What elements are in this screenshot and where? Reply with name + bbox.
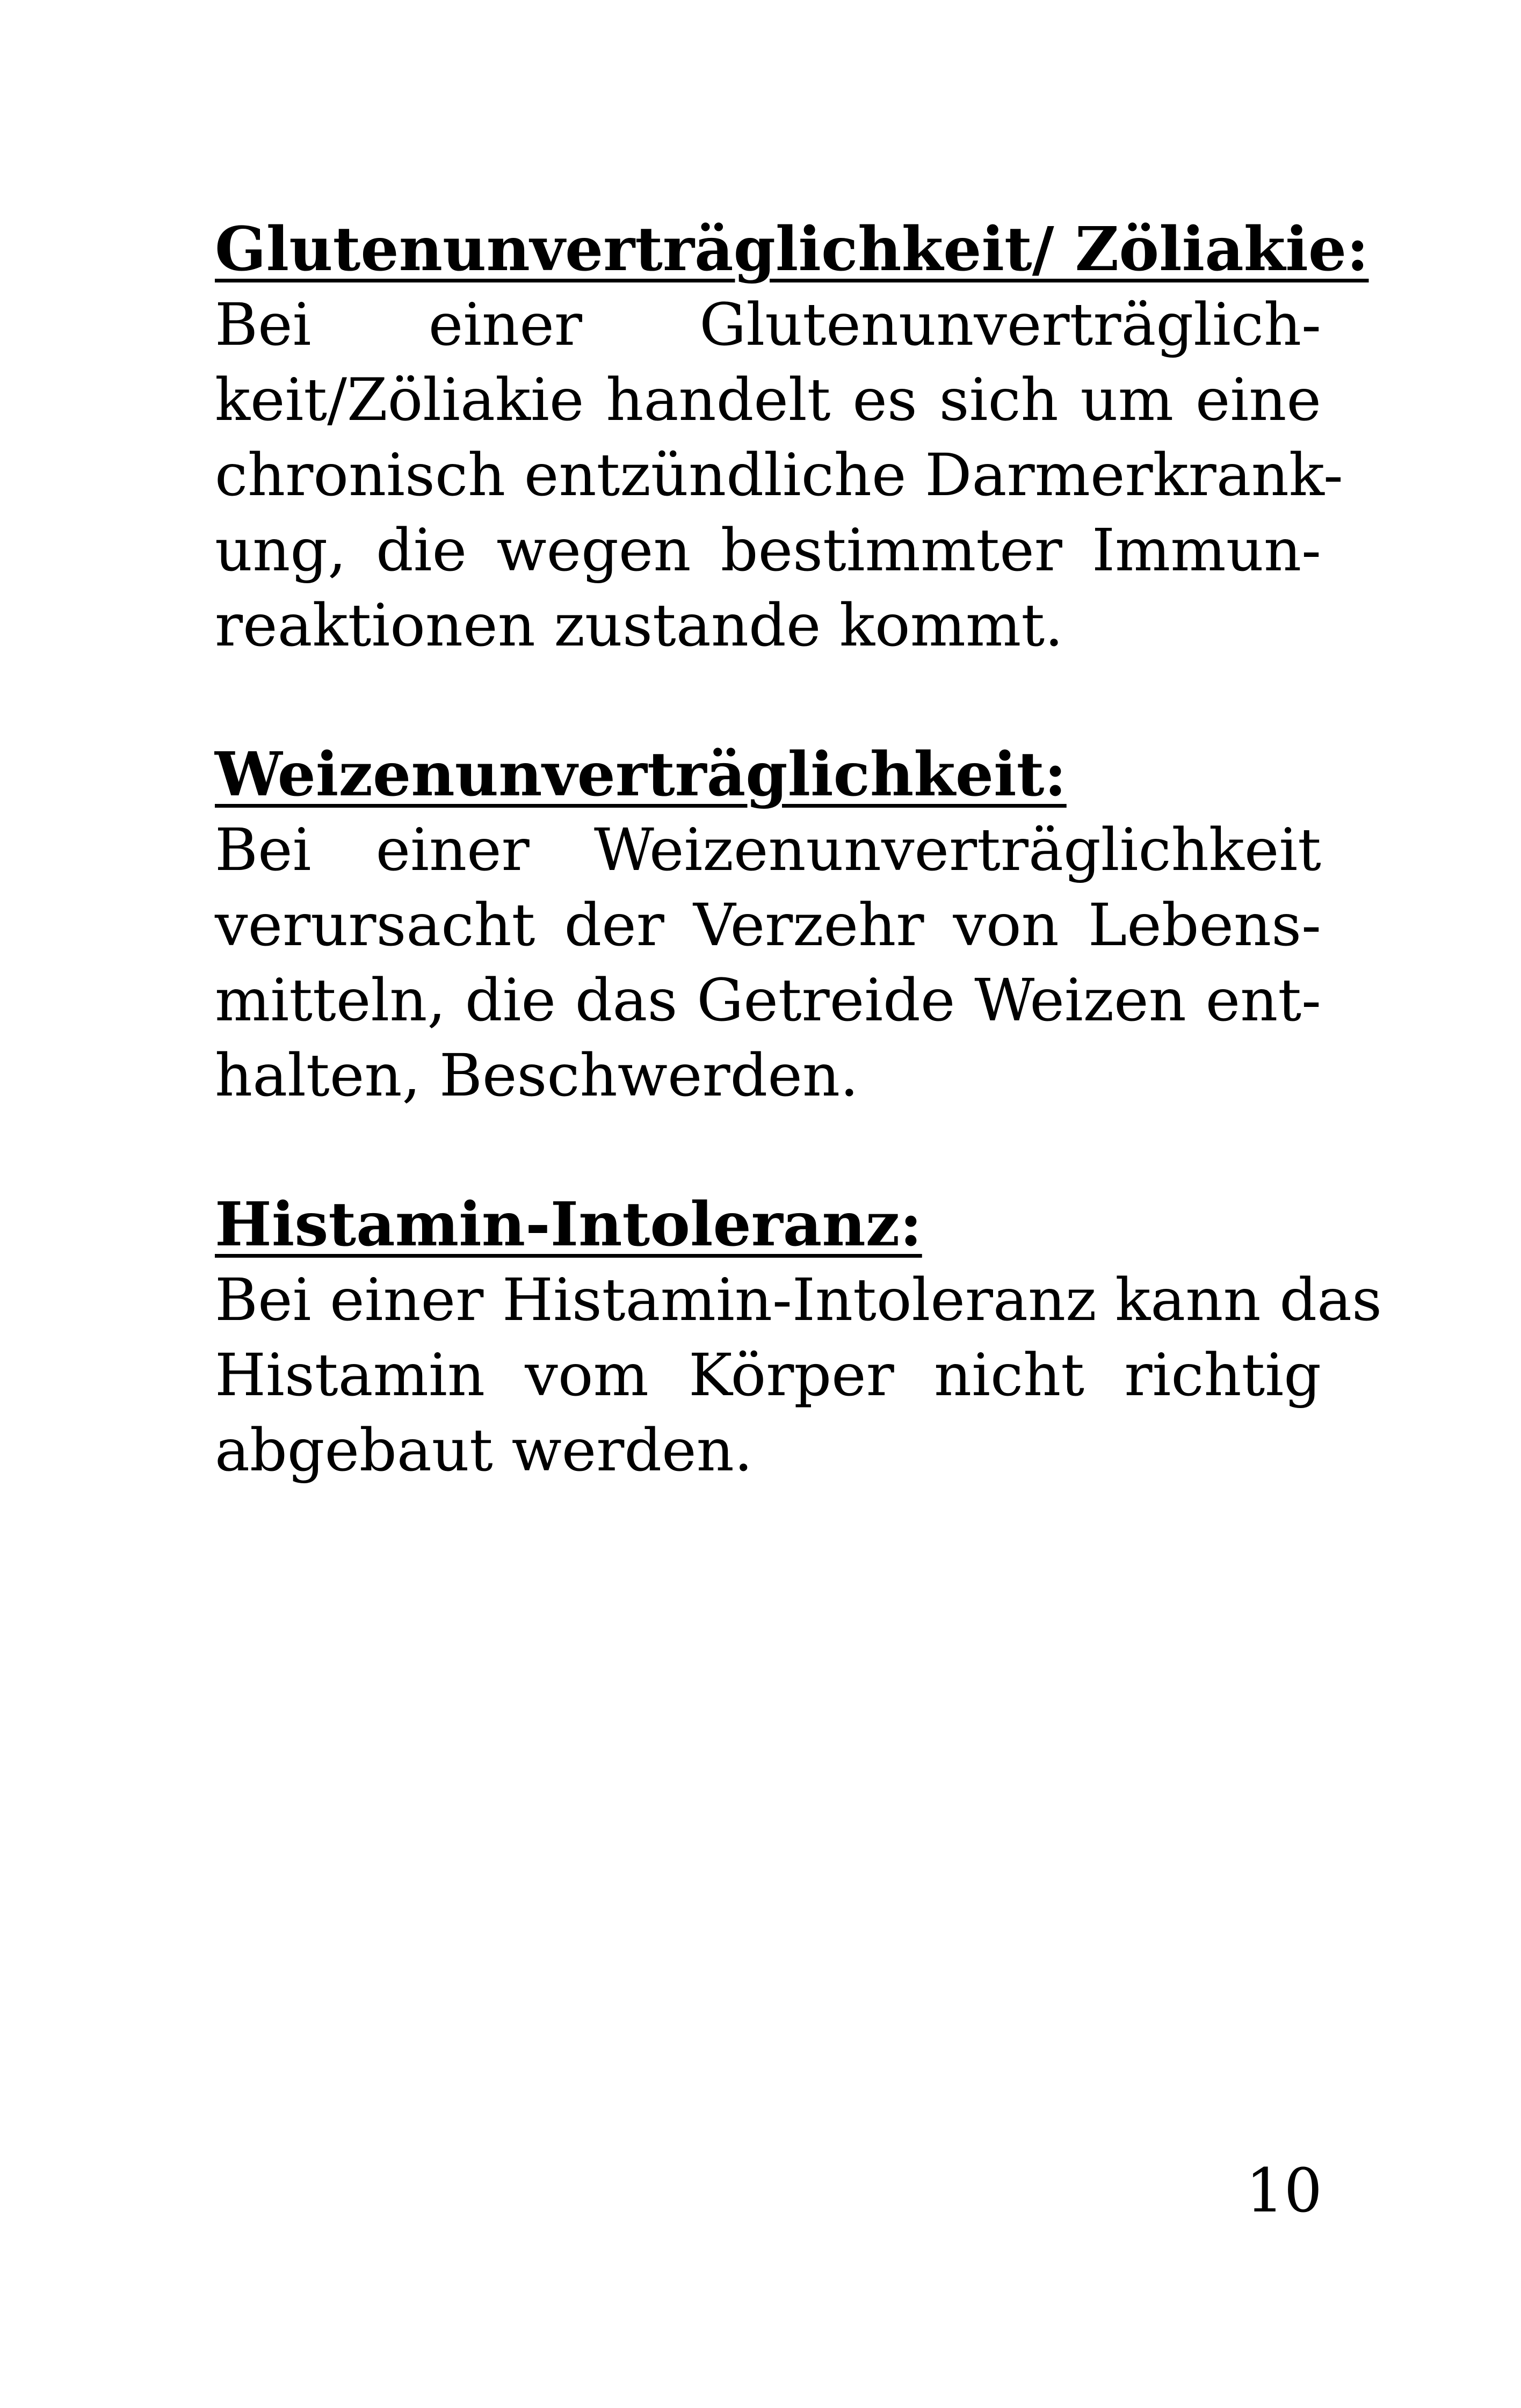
text-line: Histamin vom Körper nicht richtig bbox=[215, 1341, 1321, 1409]
section-wheat bbox=[215, 737, 1321, 1113]
page-number: 10 bbox=[1245, 2156, 1322, 2226]
text-line: Bei einer Weizenunverträglichkeit bbox=[215, 816, 1321, 884]
text-line: Bei einer Glutenunverträglich- bbox=[215, 291, 1321, 359]
text-line: Bei einer Histamin-Intoleranz kann das bbox=[215, 1266, 1382, 1334]
text-line: verursacht der Verzehr von Lebens- bbox=[215, 891, 1321, 959]
section-heading: Weizenunverträglichkeit: bbox=[215, 739, 1067, 810]
section-histamine bbox=[215, 1187, 1382, 1488]
section-gluten bbox=[215, 212, 1369, 663]
text-line: mitteln, die das Getreide Weizen ent- bbox=[215, 966, 1321, 1034]
text-line: ung, die wegen bestimmter Immun- bbox=[215, 516, 1321, 584]
text-line: chronisch entzündliche Darmerkrank- bbox=[215, 441, 1343, 509]
section-heading: Histamin-Intoleranz: bbox=[215, 1190, 922, 1260]
text-line: halten, Beschwerden. bbox=[215, 1041, 859, 1109]
page-content bbox=[215, 212, 1382, 1562]
text-line: keit/Zöliakie handelt es sich um eine bbox=[215, 366, 1321, 434]
text-line: abgebaut werden. bbox=[215, 1416, 753, 1484]
text-line: reaktionen zustande kommt. bbox=[215, 591, 1063, 659]
section-heading: Glutenunverträglichkeit/ Zöliakie: bbox=[215, 214, 1369, 285]
